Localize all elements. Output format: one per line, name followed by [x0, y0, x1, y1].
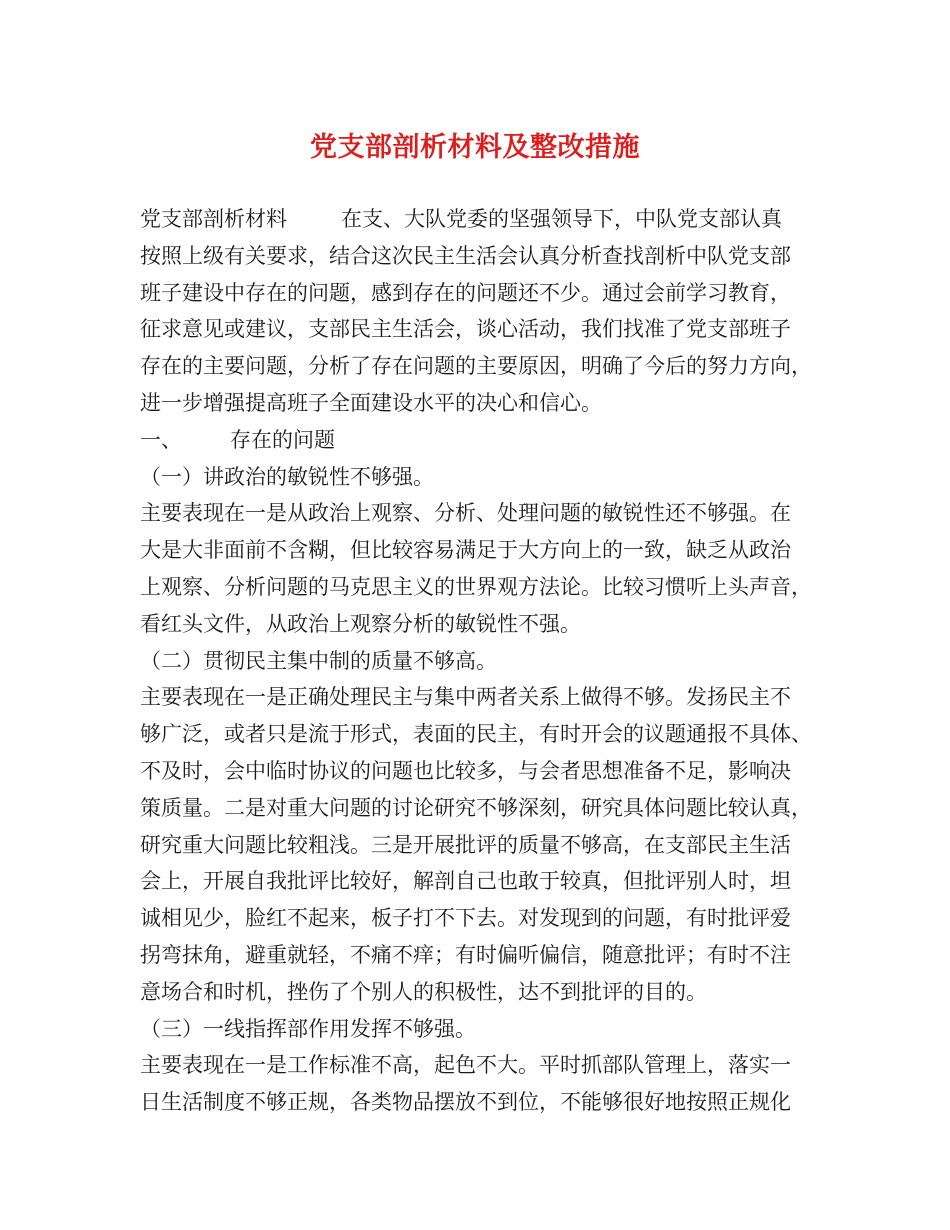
paragraph-line: 看红头文件，从政治上观察分析的敏锐性不强。 [140, 611, 581, 636]
subsection-heading: （二）贯彻民主集中制的质量不够高。 [140, 648, 497, 673]
intro-text: 在支、大队党委的坚强领导下，中队党支部认真 [341, 207, 782, 231]
paragraph-line: 上观察、分析问题的马克思主义的世界观方法论。比较习惯听上头声音， [140, 574, 812, 599]
section-number: 一、 [140, 427, 182, 452]
subsection-heading: （一）讲政治的敏锐性不够强。 [140, 464, 434, 489]
paragraph-line: 够广泛，或者只是流于形式，表面的民主，有时开会的议题通报不具体、 [140, 722, 812, 747]
paragraph-line: 主要表现在一是从政治上观察、分析、处理问题的敏锐性还不够强。在 [140, 501, 791, 526]
intro-line: 存在的主要问题，分析了存在问题的主要原因，明确了今后的努力方向， [140, 354, 812, 379]
intro-line: 进一步增强提高班子全面建设水平的决心和信心。 [140, 390, 602, 415]
paragraph-line: 主要表现在一是正确处理民主与集中两者关系上做得不够。发扬民主不 [140, 685, 791, 710]
document-body [140, 201, 820, 1121]
subsection-heading: （三）一线指挥部作用发挥不够强。 [140, 1016, 476, 1041]
paragraph-line: 主要表现在一是工作标准不高，起色不大。平时抓部队管理上，落实一 [140, 1053, 791, 1078]
intro-line: 按照上级有关要求，结合这次民主生活会认真分析查找剖析中队党支部 [140, 243, 791, 268]
paragraph-line: 不及时，会中临时协议的问题也比较多，与会者思想准备不足，影响决 [140, 758, 791, 783]
intro-line: 班子建设中存在的问题，感到存在的问题还不少。通过会前学习教育， [140, 280, 791, 305]
intro-line [140, 201, 820, 238]
paragraph-line: 日生活制度不够正规，各类物品摆放不到位，不能够很好地按照正规化 [140, 1090, 791, 1115]
paragraph-line: 会上，开展自我批评比较好，解剖自己也敢于较真，但批评别人时，坦 [140, 869, 791, 894]
paragraph-line: 策质量。二是对重大问题的讨论研究不够深刻，研究具体问题比较认真， [140, 795, 812, 820]
paragraph-line: 诚相见少，脸红不起来，板子打不下去。对发现到的问题，有时批评爱 [140, 906, 791, 931]
section-heading [140, 422, 820, 459]
section-title: 存在的问题 [230, 427, 335, 452]
paragraph-line: 拐弯抹角，避重就轻，不痛不痒；有时偏听偏信，随意批评；有时不注 [140, 942, 791, 967]
paragraph-line: 研究重大问题比较粗浅。三是开展批评的质量不够高，在支部民主生活 [140, 832, 791, 857]
paragraph-line: 意场合和时机，挫伤了个别人的积极性，达不到批评的目的。 [140, 979, 707, 1004]
paragraph-line: 大是大非面前不含糊，但比较容易满足于大方向上的一致，缺乏从政治 [140, 538, 791, 563]
document-title: 党支部剖析材料及整改措施 [310, 132, 640, 163]
intro-label: 党支部剖析材料 [140, 207, 287, 231]
intro-line: 征求意见或建议，支部民主生活会，谈心活动，我们找准了党支部班子 [140, 317, 791, 342]
